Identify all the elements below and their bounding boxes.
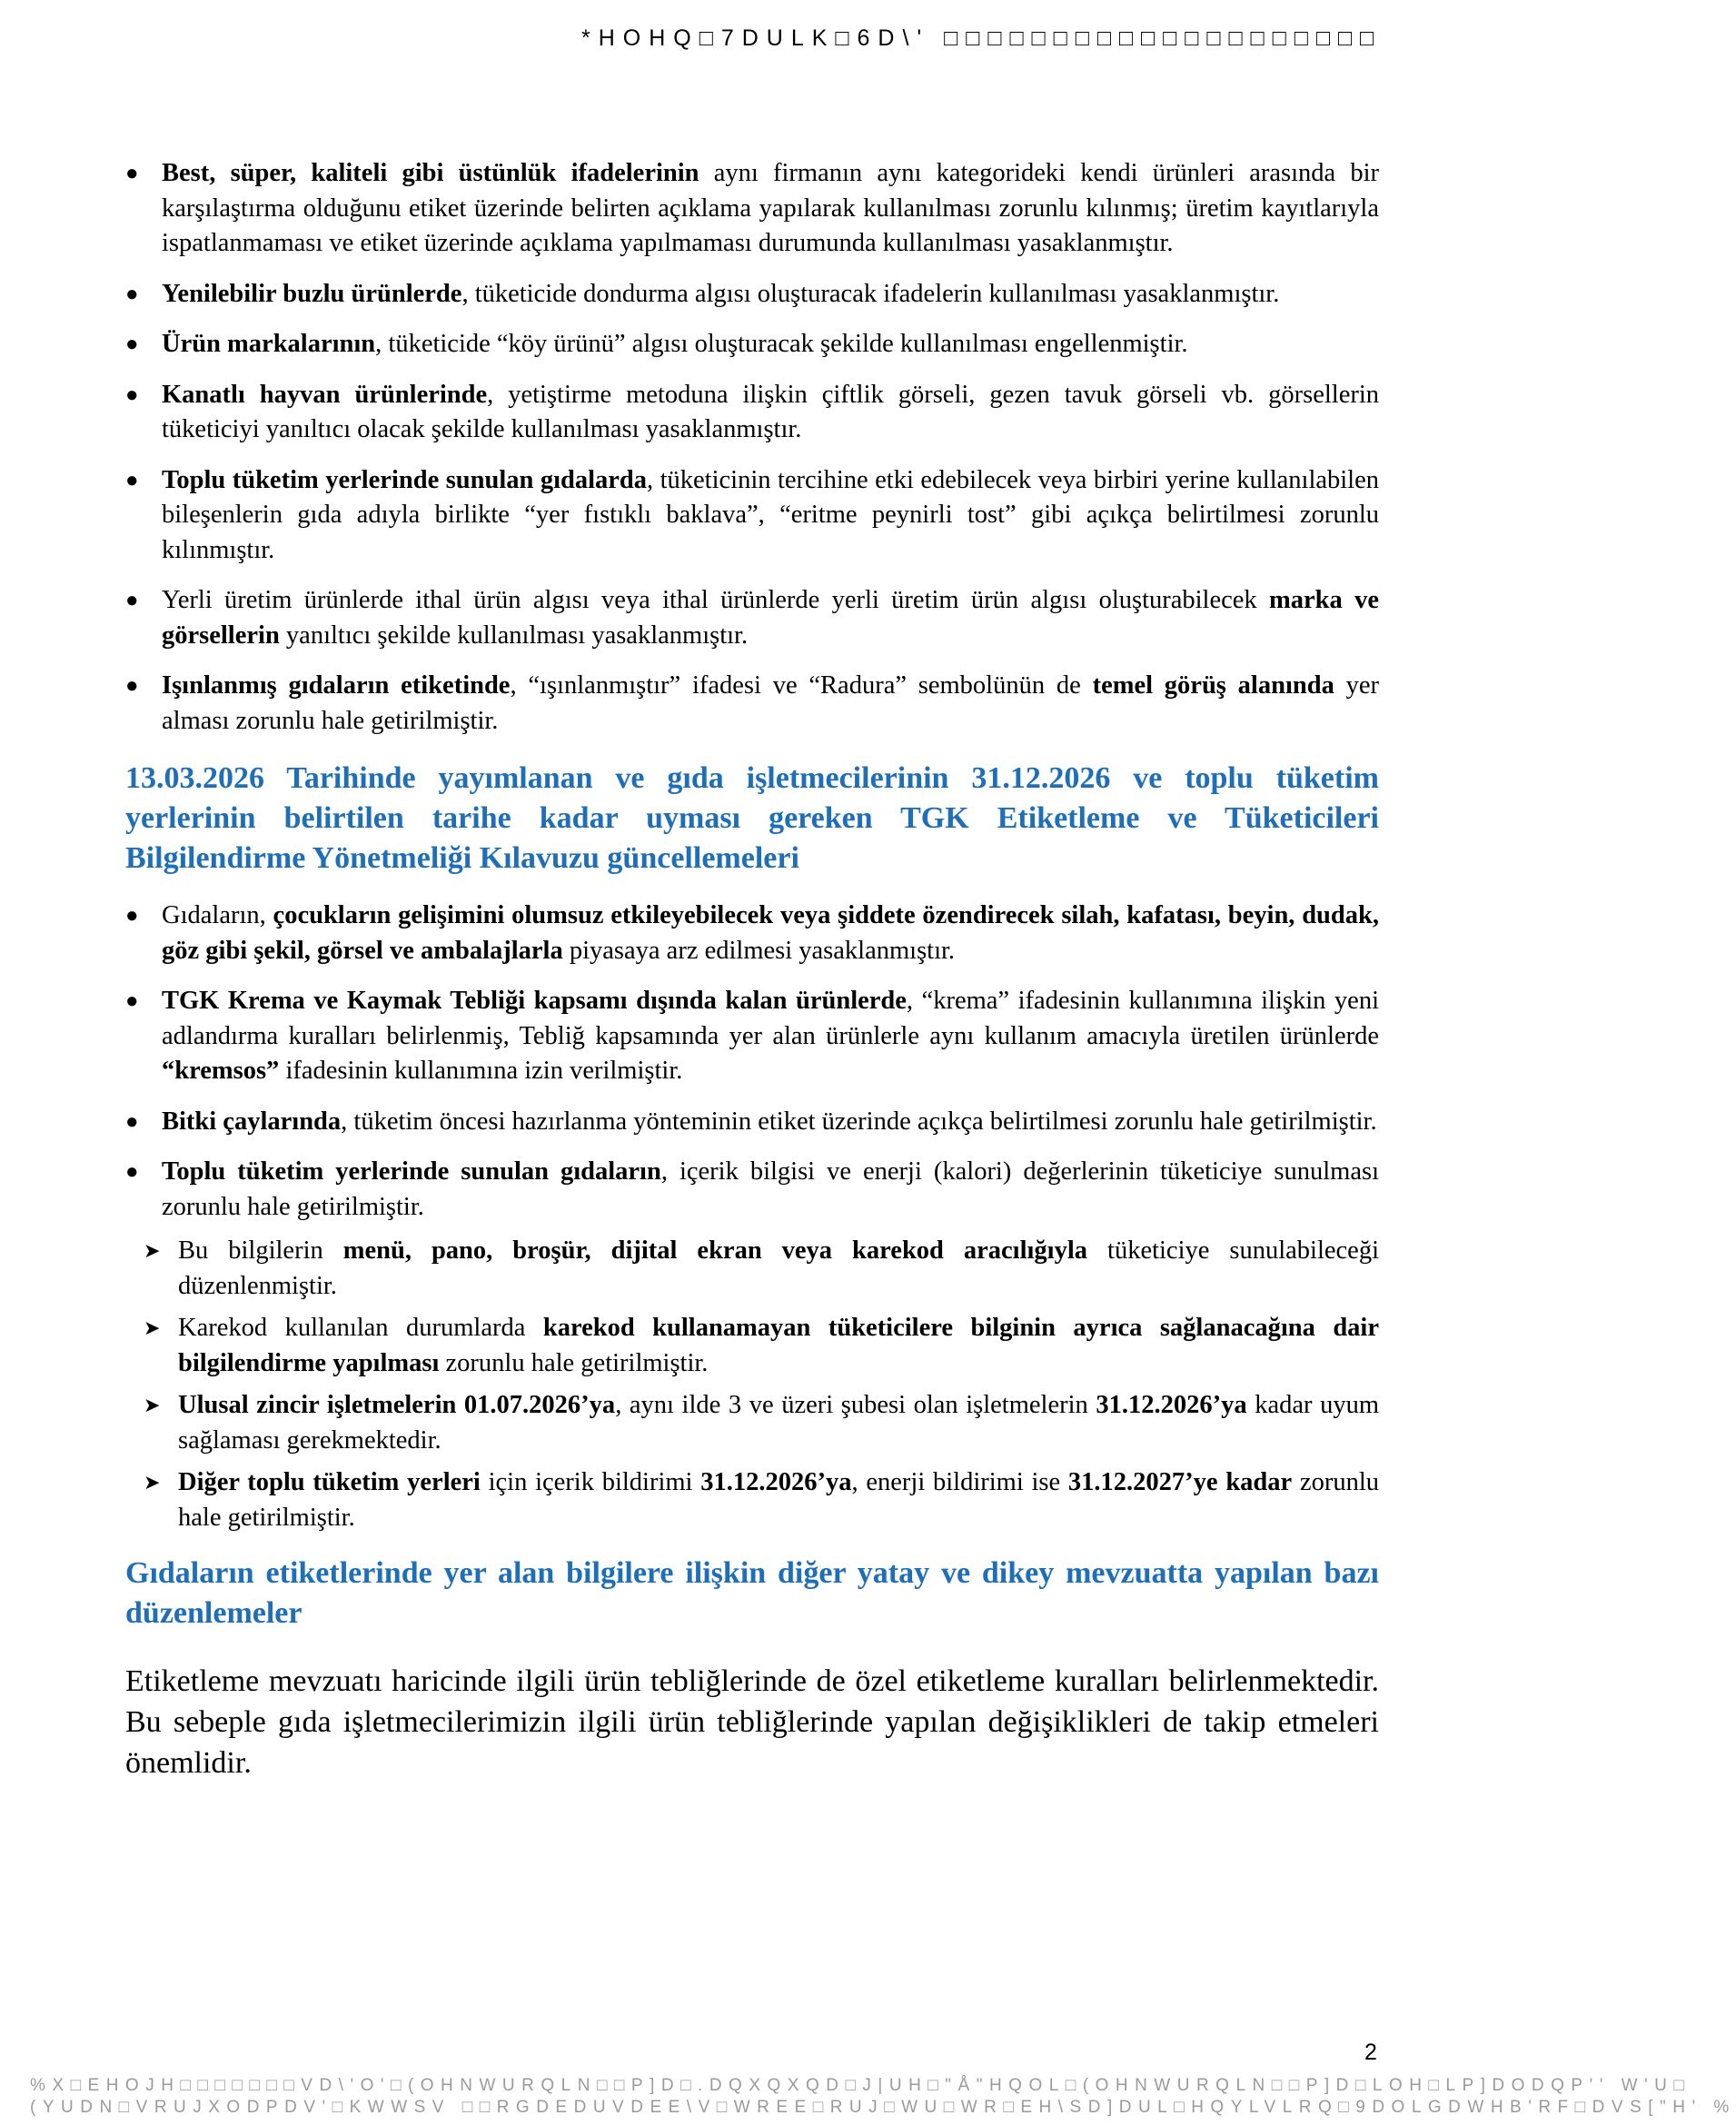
- item-text: için içerik bildirimi: [480, 1468, 701, 1496]
- bullet-icon: ●: [125, 989, 139, 1013]
- sub-list-item: [144, 1234, 1379, 1304]
- bold-phrase: Toplu tüketim yerlerinde sunulan gıdaların: [162, 1157, 661, 1186]
- item-text: zorunlu hale getirilmiştir.: [178, 1468, 1379, 1532]
- item-text: , enerji bildirimi ise: [851, 1468, 1068, 1496]
- bold-phrase: 31.12.2027’ye kadar: [1067, 1468, 1293, 1496]
- bold-phrase: karekod kullanamayan tüketicilere bilginin ayrıca sağlanacağına dair bilgilendirme yapılması: [178, 1314, 1380, 1377]
- item-text: tüketiciye sunulabileceği düzenlenmiştir.: [178, 1236, 1380, 1300]
- sub-list-item: [144, 1311, 1379, 1381]
- item-text: Gıdaların,: [162, 901, 273, 929]
- bullet-icon: ●: [125, 904, 139, 928]
- footer-line-2: (YUDN□VRUJXODPDV'□KWWSV □□RGDEDUVDEE\V□WREE□RUJ□WU□WR□EH\SD]DUL□HQYLVLRQ□9DOLGDWHB'RF□DVS["H' %: [30, 2098, 1736, 2117]
- bullet-icon: ●: [125, 674, 139, 698]
- list-item: [125, 463, 1379, 569]
- bold-phrase: Işınlanmış gıdaların etiketinde: [162, 671, 511, 700]
- bold-phrase: Ulusal zincir işletmelerin 01.07.2026’ya: [178, 1391, 616, 1419]
- item-text: Yerli üretim ürünlerde ithal ürün algısı veya ithal ürünlerde yerli üretim ürün algısı oluşturabilecek: [162, 586, 1270, 614]
- arrow-bullet-icon: ➤: [144, 1239, 161, 1262]
- list-item: [125, 984, 1379, 1089]
- bold-phrase: çocukların gelişimini olumsuz etkileyebilecek veya şiddete özendirecek silah, kafatası, beyin, dudak, göz gibi şekil, görsel ve ambalajlarla: [162, 901, 1379, 965]
- item-text: , “ışınlanmıştır” ifadesi ve “Radura” sembolünün de: [510, 671, 1093, 700]
- arrow-bullet-icon: ➤: [144, 1316, 161, 1339]
- list-item: [125, 1155, 1379, 1225]
- document-body: [125, 156, 1379, 1783]
- arrow-bullet-icon: ➤: [144, 1394, 161, 1416]
- bold-phrase: Bitki çaylarında: [162, 1107, 342, 1136]
- bold-phrase: temel görüş alanında: [1092, 671, 1334, 700]
- list-item: [125, 899, 1379, 968]
- item-text: , tüketim öncesi hazırlanma yönteminin etiket üzerinde açıkça belirtilmesi zorunlu hale getirilmiştir.: [341, 1107, 1377, 1136]
- list-item: [125, 669, 1379, 739]
- bold-phrase: “kremsos”: [162, 1057, 280, 1085]
- page-number: 2: [1364, 2040, 1377, 2065]
- item-text: Karekod kullanılan durumlarda: [178, 1314, 543, 1342]
- arrow-bullet-icon: ➤: [144, 1471, 161, 1494]
- item-text: ifadesinin kullanımına izin verilmiştir.: [279, 1057, 683, 1085]
- bullet-icon: ●: [125, 162, 139, 185]
- bullet-icon: ●: [125, 382, 139, 407]
- bullet-icon: ●: [125, 589, 139, 612]
- item-text: zorunlu hale getirilmiştir.: [439, 1348, 709, 1377]
- section-heading-other-regulations: Gıdaların etiketlerinde yer alan bilgilere ilişkin diğer yatay ve dikey mevzuatta yapılan bazı düzenlemeler: [125, 1556, 1379, 1630]
- item-text: , tüketicide dondurma algısı oluşturacak ifadelerin kullanılması yasaklanmıştır.: [461, 279, 1280, 308]
- item-text: , tüketicide “köy ürünü” algısı oluşturacak şekilde kullanılması engellenmiştir.: [375, 330, 1188, 358]
- item-text: yer alması zorunlu hale getirilmiştir.: [162, 671, 1380, 735]
- closing-paragraph: Etiketleme mevzuatı haricinde ilgili ürün tebliğlerinde de özel etiketleme kuralları belirlenmektedir. Bu sebeple gıda işletmecilerimizin ilgili ürün tebliğlerinde yapılan değişiklikleri de takip etmeleri önemlidir.: [125, 1664, 1379, 1780]
- section-heading-tgk-guide-updates: 13.03.2026 Tarihinde yayımlanan ve gıda işletmecilerinin 31.12.2026 ve toplu tüketim yerlerinin belirtilen tarihe kadar uyması gereken TGK Etiketleme ve Tüketicileri Bilgilendirme Yönetmeliği Kılavuzu güncellemeleri: [125, 761, 1379, 875]
- bold-phrase: Kanatlı hayvan ürünlerinde: [162, 380, 488, 409]
- item-text: Bu bilgilerin: [178, 1236, 343, 1265]
- bullet-icon: ●: [125, 333, 139, 356]
- sub-list-item: [144, 1388, 1379, 1458]
- list-item: [125, 378, 1379, 448]
- section2-bullet-list: [125, 899, 1379, 1225]
- footer-line-1: %X□EHOJH□□□□□□□VD\'O'□(OHNWURQLN□□P]D□.DQXQXQD□J|UH□"Å"HQOL□(OHNWURQLN□□P]D□LOH□LP]DODQP'' W'U□: [30, 2076, 1691, 2095]
- bullet-icon: ●: [125, 468, 139, 492]
- page-header: *HOHQ□7DULK□6D\' □□□□□□□□□□□□□□□□□□□□: [581, 25, 1383, 51]
- section1-bullet-list: [125, 156, 1379, 739]
- sub-list-item: [144, 1465, 1379, 1535]
- bullet-icon: ●: [125, 1160, 139, 1184]
- bold-phrase: Yenilebilir buzlu ürünlerde: [162, 279, 462, 308]
- bold-phrase: 31.12.2026’ya: [1096, 1391, 1247, 1419]
- item-text: piyasaya arz edilmesi yasaklanmıştır.: [562, 936, 956, 965]
- bold-phrase: Best, süper, kaliteli gibi üstünlük ifadelerinin: [162, 159, 699, 187]
- item-text: , yetiştirme metoduna ilişkin çiftlik görseli, gezen tavuk görseli vb. görsellerin tüketiciyi yanıltıcı olacak şekilde kullanılması yasaklanmıştır.: [162, 380, 1379, 443]
- bullet-icon: ●: [125, 1109, 139, 1134]
- item-text: , aynı ilde 3 ve üzeri şubesi olan işletmelerin: [615, 1391, 1096, 1419]
- item-text: aynı firmanın aynı kategorideki kendi ürünleri arasında bir karşılaştırma olduğunu etiket üzerinde belirten açıklama yapılarak kullanılması zorunlu kılınmış; üretim kayıtlarıyla ispatlanmaması ve etiket üzerinde açıklama yapılmaması durumunda kullanılması yasaklanmıştır.: [162, 159, 1380, 257]
- list-item: [125, 583, 1379, 653]
- item-text: yanıltıcı şekilde kullanılması yasaklanmıştır.: [279, 621, 749, 650]
- page-footer: [30, 2075, 1736, 2119]
- bold-phrase: TGK Krema ve Kaymak Tebliği kapsamı dışında kalan ürünlerde: [162, 987, 907, 1015]
- item-text: , “krema” ifadesinin kullanımına ilişkin yeni adlandırma kuralları belirlenmiş, Tebliğ kapsamında yer alan ürünlerle aynı kullanım amacıyla üretilen ürünlerde: [162, 987, 1379, 1050]
- bold-phrase: Toplu tüketim yerlerinde sunulan gıdalarda: [162, 465, 648, 494]
- bold-phrase: Diğer toplu tüketim yerleri: [178, 1468, 481, 1496]
- list-item: [125, 327, 1379, 362]
- bold-phrase: Ürün markalarının: [162, 330, 376, 358]
- item-text: , içerik bilgisi ve enerji (kalori) değerlerinin tüketiciye sunulması zorunlu hale getirilmiştir.: [162, 1157, 1379, 1221]
- item-text: , tüketicinin tercihine etki edebilecek veya birbiri yerine kullanılabilen bileşenlerin gıda adıyla birlikte “yer fıstıklı baklava”, “eritme peynirli tost” gibi açıkça belirtilmesi zorunlu kılınmıştır.: [162, 465, 1379, 564]
- list-item: [125, 1105, 1379, 1140]
- bold-phrase: marka ve görsellerin: [162, 586, 1379, 650]
- bold-phrase: menü, pano, broşür, dijital ekran veya karekod aracılığıyla: [342, 1236, 1088, 1265]
- item-text: kadar uyum sağlaması gerekmektedir.: [178, 1391, 1379, 1455]
- section2-sub-list: [144, 1234, 1379, 1535]
- list-item: [125, 156, 1379, 262]
- bullet-icon: ●: [125, 282, 139, 306]
- bold-phrase: 31.12.2026’ya: [700, 1468, 852, 1496]
- list-item: [125, 277, 1379, 313]
